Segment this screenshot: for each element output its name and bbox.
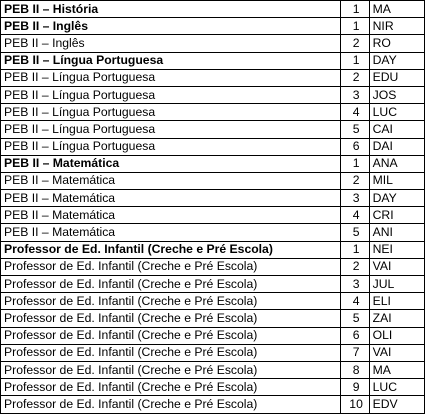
cargo-cell: PEB II – Matemática [1, 190, 341, 207]
cargo-cell: Professor de Ed. Infantil (Creche e Pré Escola) [1, 258, 341, 275]
cargo-cell: Professor de Ed. Infantil (Creche e Pré Escola) [1, 361, 341, 378]
cargo-cell: PEB II – Língua Portuguesa [1, 52, 341, 69]
name-cell: MA [369, 1, 424, 18]
name-cell: NIR [369, 18, 424, 35]
table-row [1, 293, 425, 310]
cargo-cell: Professor de Ed. Infantil (Creche e Pré Escola) [1, 327, 341, 344]
name-cell: RO [369, 35, 424, 52]
cargo-cell: PEB II – Matemática [1, 172, 341, 189]
table-row [1, 52, 425, 69]
name-cell: JOS [369, 86, 424, 103]
name-cell: ANA [369, 155, 424, 172]
table-row [1, 310, 425, 327]
rank-cell: 7 [340, 344, 369, 361]
rank-cell: 9 [340, 379, 369, 396]
candidate-list-body [1, 1, 425, 414]
cargo-cell: PEB II – Língua Portuguesa [1, 69, 341, 86]
rank-cell: 3 [340, 276, 369, 293]
cargo-cell: Professor de Ed. Infantil (Creche e Pré Escola) [1, 344, 341, 361]
table-row [1, 224, 425, 241]
table-row [1, 361, 425, 378]
table-row [1, 104, 425, 121]
table-row [1, 327, 425, 344]
table-row [1, 35, 425, 52]
rank-cell: 4 [340, 293, 369, 310]
name-cell: OLI [369, 327, 424, 344]
table-row [1, 69, 425, 86]
name-cell: DAY [369, 52, 424, 69]
cargo-cell: PEB II – Língua Portuguesa [1, 104, 341, 121]
table-row [1, 344, 425, 361]
name-cell: EDU [369, 69, 424, 86]
rank-cell: 5 [340, 121, 369, 138]
rank-cell: 2 [340, 69, 369, 86]
table-row [1, 172, 425, 189]
name-cell: LUC [369, 104, 424, 121]
name-cell: CRI [369, 207, 424, 224]
table-row [1, 18, 425, 35]
rank-cell: 6 [340, 138, 369, 155]
cargo-cell: Professor de Ed. Infantil (Creche e Pré Escola) [1, 310, 341, 327]
rank-cell: 1 [340, 241, 369, 258]
cargo-cell: Professor de Ed. Infantil (Creche e Pré Escola) [1, 241, 341, 258]
table-row [1, 241, 425, 258]
cargo-cell: Professor de Ed. Infantil (Creche e Pré Escola) [1, 396, 341, 413]
cargo-cell: PEB II – Matemática [1, 224, 341, 241]
cargo-cell: Professor de Ed. Infantil (Creche e Pré Escola) [1, 276, 341, 293]
cargo-cell: PEB II – História [1, 1, 341, 18]
rank-cell: 2 [340, 172, 369, 189]
rank-cell: 1 [340, 52, 369, 69]
rank-cell: 1 [340, 155, 369, 172]
name-cell: ZAI [369, 310, 424, 327]
cargo-cell: PEB II – Inglês [1, 18, 341, 35]
cargo-cell: PEB II – Língua Portuguesa [1, 138, 341, 155]
table-row [1, 121, 425, 138]
table-row [1, 207, 425, 224]
table-row [1, 138, 425, 155]
name-cell: JUL [369, 276, 424, 293]
rank-cell: 8 [340, 361, 369, 378]
rank-cell: 5 [340, 224, 369, 241]
name-cell: VAI [369, 258, 424, 275]
name-cell: ELI [369, 293, 424, 310]
table-row [1, 276, 425, 293]
name-cell: LUC [369, 379, 424, 396]
rank-cell: 2 [340, 35, 369, 52]
cargo-cell: Professor de Ed. Infantil (Creche e Pré Escola) [1, 293, 341, 310]
table-row [1, 396, 425, 413]
name-cell: DAY [369, 190, 424, 207]
rank-cell: 4 [340, 207, 369, 224]
rank-cell: 3 [340, 86, 369, 103]
rank-cell: 2 [340, 258, 369, 275]
rank-cell: 10 [340, 396, 369, 413]
name-cell: ANI [369, 224, 424, 241]
name-cell: EDV [369, 396, 424, 413]
name-cell: DAI [369, 138, 424, 155]
name-cell: CAI [369, 121, 424, 138]
rank-cell: 4 [340, 104, 369, 121]
name-cell: NEI [369, 241, 424, 258]
cargo-cell: PEB II – Inglês [1, 35, 341, 52]
rank-cell: 5 [340, 310, 369, 327]
cargo-cell: PEB II – Matemática [1, 155, 341, 172]
cargo-cell: Professor de Ed. Infantil (Creche e Pré Escola) [1, 379, 341, 396]
name-cell: MIL [369, 172, 424, 189]
table-row [1, 155, 425, 172]
rank-cell: 1 [340, 18, 369, 35]
cargo-cell: PEB II – Língua Portuguesa [1, 86, 341, 103]
table-row [1, 258, 425, 275]
rank-cell: 1 [340, 1, 369, 18]
name-cell: VAI [369, 344, 424, 361]
rank-cell: 3 [340, 190, 369, 207]
table-row [1, 379, 425, 396]
name-cell: MA [369, 361, 424, 378]
table-row [1, 190, 425, 207]
cargo-cell: PEB II – Matemática [1, 207, 341, 224]
rank-cell: 6 [340, 327, 369, 344]
table-row [1, 86, 425, 103]
table-row [1, 1, 425, 18]
cargo-cell: PEB II – Língua Portuguesa [1, 121, 341, 138]
